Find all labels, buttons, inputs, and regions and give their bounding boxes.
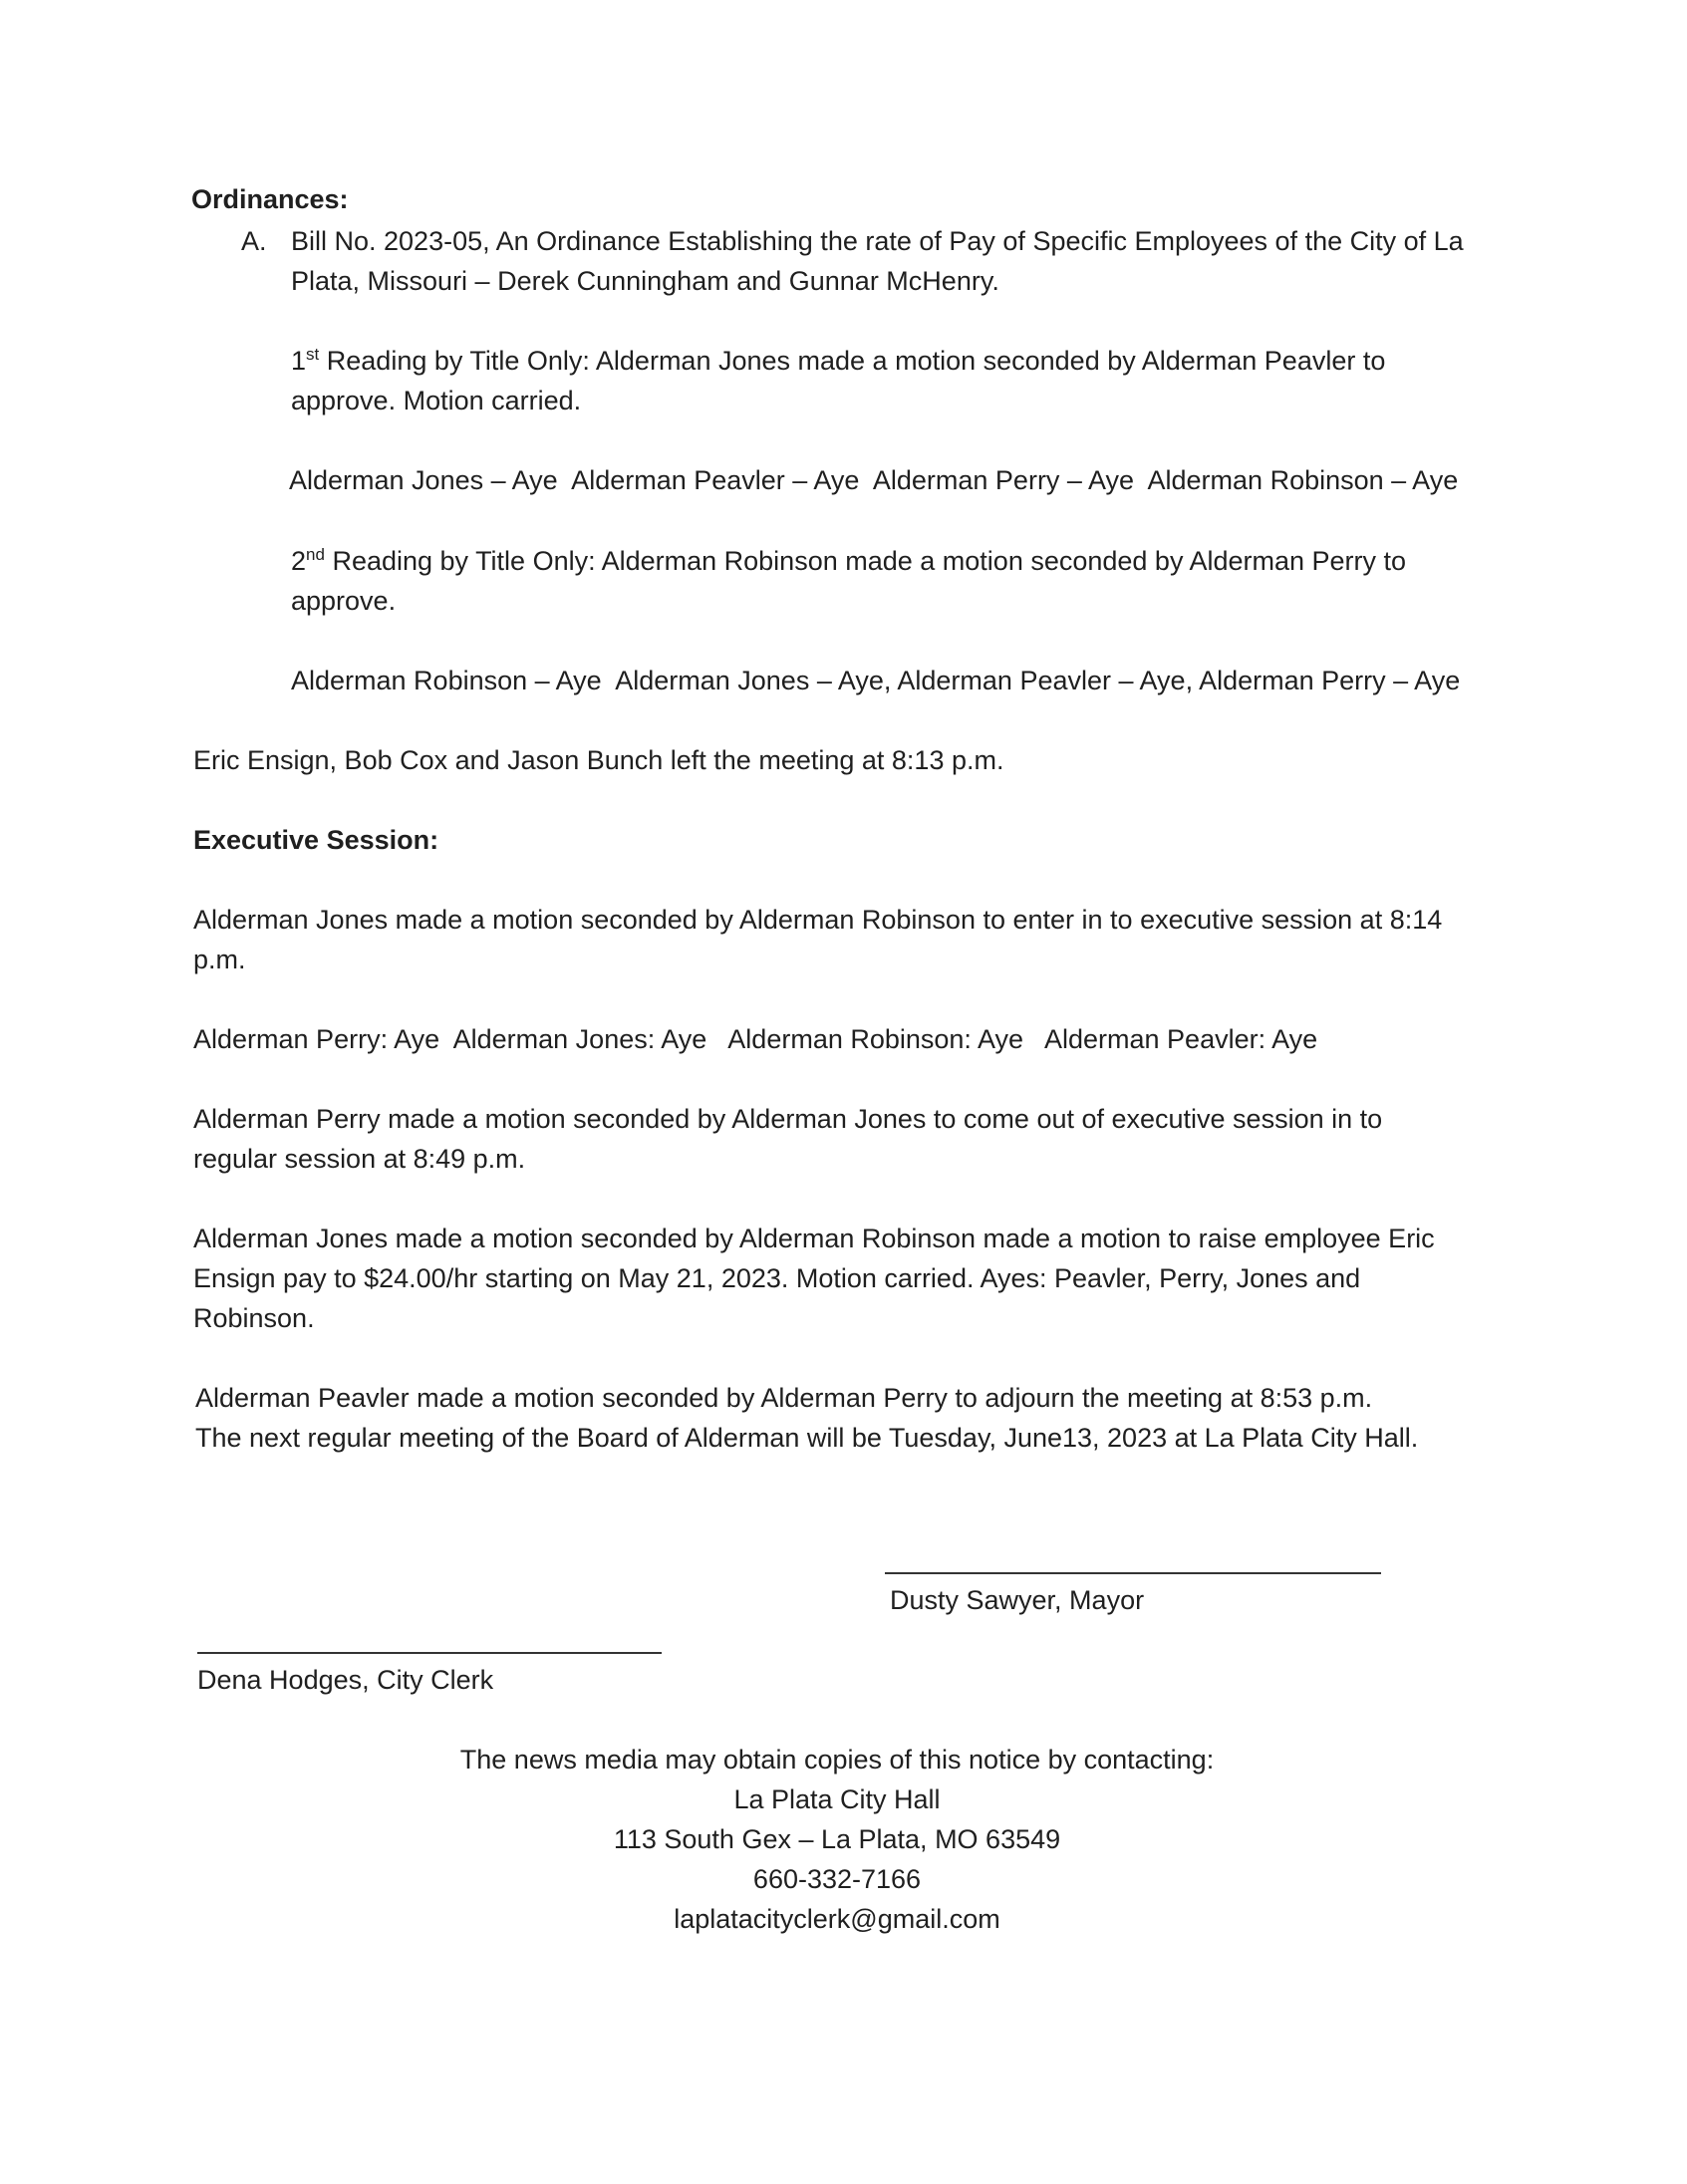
motion-exit-line-1: Alderman Perry made a motion seconded by Alderman Jones to come out of executive session in to bbox=[193, 1104, 1383, 1134]
left-meeting-note: Eric Ensign, Bob Cox and Jason Bunch left the meeting at 8:13 p.m. bbox=[193, 745, 1004, 775]
mayor-signature-name: Dusty Sawyer, Mayor bbox=[890, 1585, 1145, 1615]
motion-enter-line-1: Alderman Jones made a motion seconded by Alderman Robinson to enter in to executive session at 8:14 bbox=[193, 905, 1443, 935]
first-reading-line-1 bbox=[291, 341, 1385, 381]
second-reading-ordinal-suffix: nd bbox=[306, 545, 325, 564]
bill-title-line-1: Bill No. 2023-05, An Ordinance Establishing the rate of Pay of Specific Employees of the City of La bbox=[291, 226, 1464, 256]
executive-session-heading: Executive Session: bbox=[193, 825, 439, 855]
second-reading-vote: Alderman Robinson – Aye Alderman Jones – Aye, Alderman Peavler – Aye, Alderman Perry – Aye bbox=[291, 666, 1461, 695]
pay-raise-line-1: Alderman Jones made a motion seconded by Alderman Robinson made a motion to raise employee Eric bbox=[193, 1224, 1435, 1253]
mayor-signature-line bbox=[885, 1572, 1381, 1574]
notice-email: laplatacityclerk@gmail.com bbox=[674, 1904, 1000, 1934]
pay-raise-line-2: Ensign pay to $24.00/hr starting on May 21, 2023. Motion carried. Ayes: Peavler, Perry, Jones and bbox=[193, 1263, 1361, 1293]
executive-session-vote: Alderman Perry: Aye Alderman Jones: Aye Alderman Robinson: Aye Alderman Peavler: Aye bbox=[193, 1024, 1318, 1054]
motion-exit-line-2: regular session at 8:49 p.m. bbox=[193, 1144, 526, 1174]
media-notice bbox=[419, 1740, 1256, 1939]
second-reading-line-1 bbox=[291, 541, 1406, 581]
adjourn-line-1: Alderman Peavler made a motion seconded by Alderman Perry to adjourn the meeting at 8:53 p.m. bbox=[195, 1383, 1373, 1413]
clerk-signature-name: Dena Hodges, City Clerk bbox=[197, 1665, 494, 1695]
notice-line-1: The news media may obtain copies of this notice by contacting: bbox=[459, 1745, 1215, 1774]
first-reading-text: Reading by Title Only: Alderman Jones made a motion seconded by Alderman Peavler to bbox=[319, 346, 1386, 376]
first-reading-vote: Alderman Jones – Aye Alderman Peavler – Aye Alderman Perry – Aye Alderman Robinson – Aye bbox=[289, 465, 1459, 495]
clerk-signature-line bbox=[197, 1652, 662, 1654]
item-a-marker: A. bbox=[241, 226, 267, 256]
second-reading-text: Reading by Title Only: Alderman Robinson made a motion seconded by Alderman Perry to bbox=[324, 546, 1407, 576]
ordinances-heading: Ordinances: bbox=[191, 184, 349, 214]
bill-title-line-2: Plata, Missouri – Derek Cunningham and Gunnar McHenry. bbox=[291, 266, 999, 296]
notice-line-2: La Plata City Hall bbox=[733, 1784, 941, 1814]
motion-enter-line-2: p.m. bbox=[193, 945, 246, 974]
first-reading-ordinal-suffix: st bbox=[306, 345, 320, 364]
second-reading-ordinal: 2 bbox=[291, 546, 307, 576]
notice-address: 113 South Gex – La Plata, MO 63549 bbox=[613, 1824, 1061, 1854]
first-reading-ordinal: 1 bbox=[291, 346, 307, 376]
notice-phone: 660-332-7166 bbox=[752, 1864, 922, 1894]
pay-raise-line-3: Robinson. bbox=[193, 1303, 315, 1333]
adjourn-line-2: The next regular meeting of the Board of Alderman will be Tuesday, June13, 2023 at La Plata City Hall. bbox=[195, 1423, 1419, 1453]
first-reading-line-2: approve. Motion carried. bbox=[291, 386, 582, 415]
second-reading-line-2: approve. bbox=[291, 586, 397, 616]
